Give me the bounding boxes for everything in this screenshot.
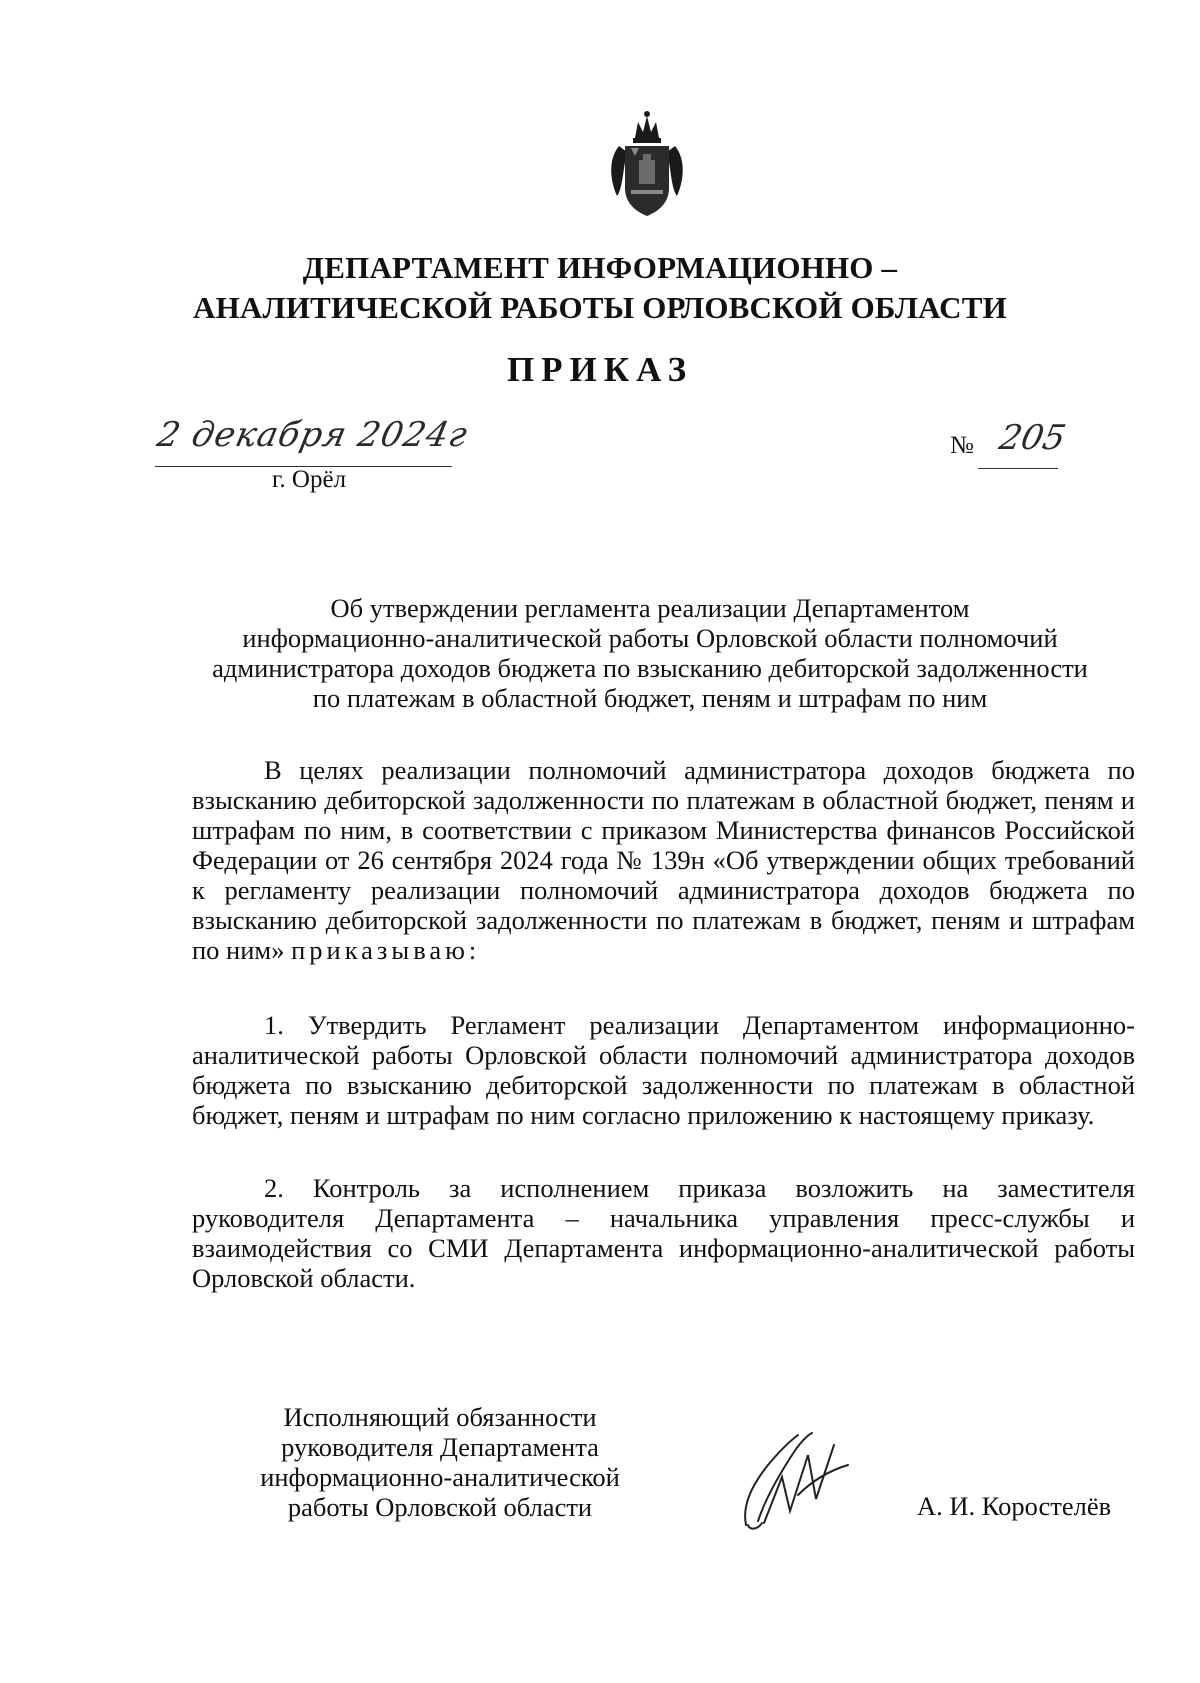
preamble-paragraph (192, 755, 1135, 965)
position-line: руководителя Департамента (281, 1432, 599, 1462)
handwritten-date: 2 декабря 2024г (153, 415, 472, 455)
handwritten-number: 205 (995, 418, 1070, 458)
subject-line: Об утверждении регламента реализации Департаментом (330, 593, 970, 623)
number-underline (978, 468, 1058, 469)
position-line: работы Орловской области (287, 1492, 593, 1522)
order-item-1: 1. Утвердить Регламент реализации Департаментом информационно-аналитической работы Орловской области полномочий администратора доходов бюджета по взысканию дебиторской задолженности по платежам в областной бюджет, пеням и штрафам по ним согласно приложению к настоящему приказу. (192, 1010, 1135, 1130)
order-subject (170, 593, 1130, 713)
city: г. Орёл (272, 466, 347, 493)
preamble-text: В целях реализации полномочий администратора доходов бюджета по взысканию дебиторской задолженности по платежам в областной бюджет, пеням и штрафам по ним, в соответствии с приказом Министерства финансов Российской Федерации от 26 сентября 2024 года № 139н «Об утверждении общих требований к регламенту реализации полномочий администратора доходов бюджета по взысканию дебиторской задолженности по платежам в бюджет, пеням и штрафам по ним» (192, 755, 1135, 965)
signatory-position (230, 1402, 650, 1522)
number-label: № (950, 432, 974, 459)
signatory-name: А. И. Коростелёв (917, 1491, 1112, 1521)
subject-line: информационно-аналитической работы Орловской области полномочий (242, 623, 1058, 653)
subject-line: администратора доходов бюджета по взысканию дебиторской задолженности (212, 653, 1088, 683)
document-type: ПРИКАЗ (506, 350, 694, 389)
order-keyword: приказываю: (291, 935, 481, 965)
order-item-2: 2. Контроль за исполнением приказа возложить на заместителя руководителя Департамента – начальника управления пресс-службы и взаимодействия со СМИ Департамента информационно-аналитической работы Орловской области. (192, 1173, 1135, 1293)
handwritten-signature-icon (738, 1425, 858, 1535)
header-line-2: АНАЛИТИЧЕСКОЙ РАБОТЫ ОРЛОВСКОЙ ОБЛАСТИ (193, 290, 1007, 325)
position-line: информационно-аналитической (260, 1462, 620, 1492)
department-header (0, 248, 1200, 328)
subject-line: по платежам в областной бюджет, пеням и штрафам по ним (312, 683, 988, 713)
header-line-1: ДЕПАРТАМЕНТ ИНФОРМАЦИОННО – (302, 250, 898, 285)
orel-coat-of-arms-icon (605, 108, 689, 220)
position-line: Исполняющий обязанности (283, 1402, 597, 1432)
